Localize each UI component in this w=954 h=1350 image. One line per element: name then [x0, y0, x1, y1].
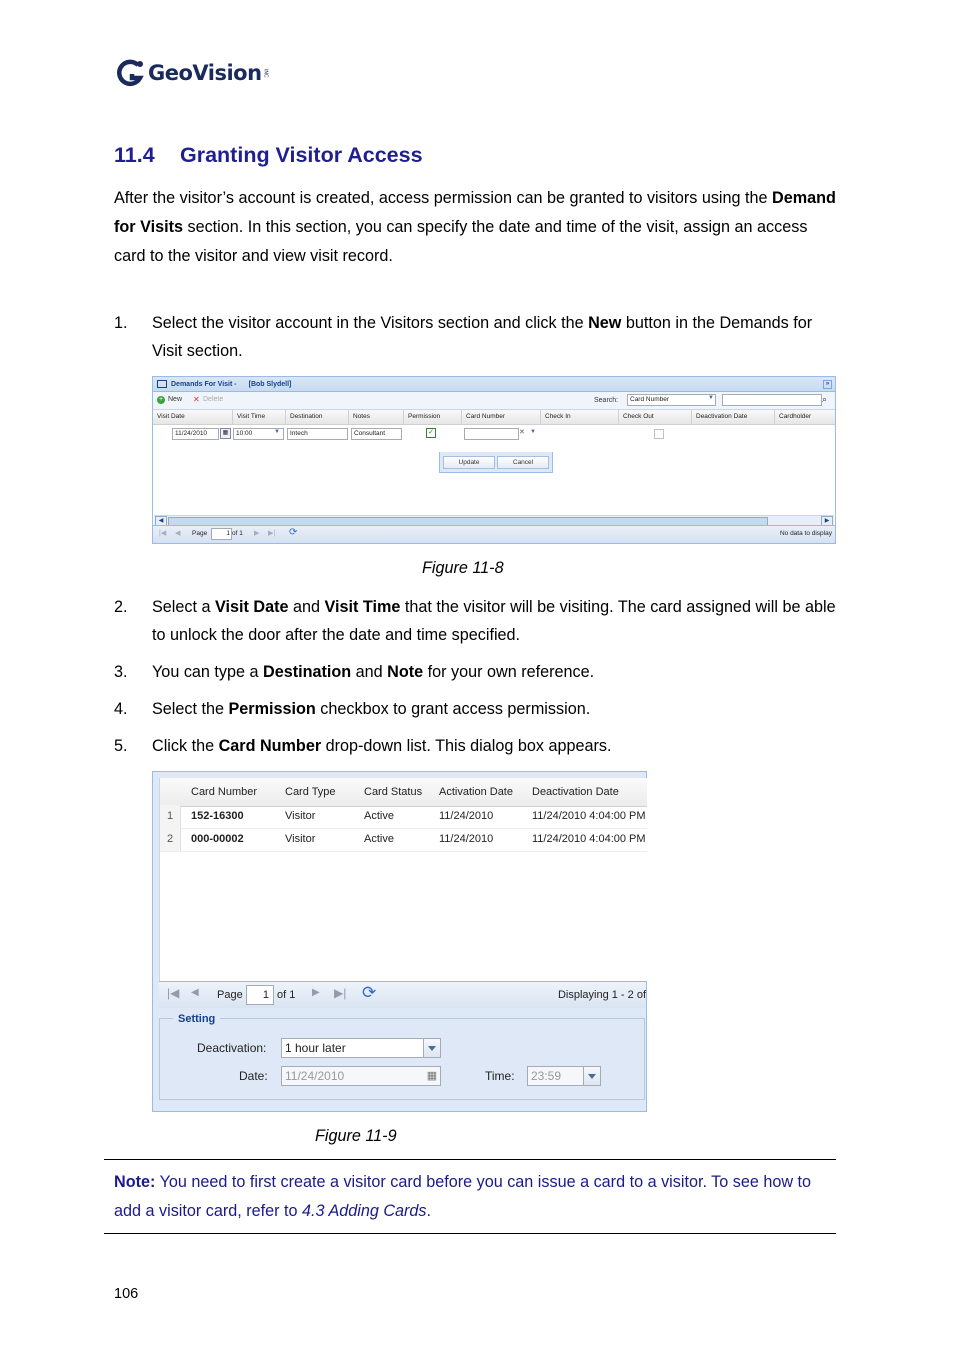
- step-number: 1.: [114, 314, 128, 332]
- logo-trademark: INC: [262, 68, 269, 78]
- delete-icon: ✕: [193, 395, 200, 404]
- chevron-down-icon[interactable]: [583, 1067, 600, 1085]
- card-status-cell: Active: [364, 810, 394, 822]
- panel-title: Demands For Visit -: [171, 380, 237, 388]
- page-number: 106: [114, 1286, 139, 1302]
- page-input[interactable]: 1: [211, 528, 232, 540]
- notes-input[interactable]: Consultant: [351, 428, 402, 440]
- grid-pager: [153, 525, 835, 543]
- time-value: 23:59: [531, 1069, 562, 1083]
- time-label: Time:: [485, 1069, 515, 1083]
- pager-status: Displaying 1 - 2 of: [557, 989, 646, 1001]
- chevron-down-icon[interactable]: [423, 1039, 440, 1057]
- column-header[interactable]: Destination: [286, 410, 349, 424]
- date-field[interactable]: [281, 1066, 441, 1086]
- column-header[interactable]: Deactivation Date: [692, 410, 775, 424]
- chevron-down-icon[interactable]: ▼: [708, 395, 714, 401]
- next-page-icon[interactable]: ▶: [254, 530, 260, 537]
- page-input[interactable]: 1: [246, 985, 274, 1005]
- chevron-down-icon[interactable]: ▼: [274, 429, 280, 435]
- card-number-select[interactable]: [464, 428, 519, 440]
- page-label: Page: [217, 989, 243, 1001]
- note-top-rule: [104, 1159, 836, 1160]
- collapse-icon[interactable]: »: [823, 380, 832, 389]
- column-header[interactable]: Permission: [404, 410, 462, 424]
- deactivation-cell: 11/24/2010 4:04:00 PM: [532, 810, 646, 822]
- intro-text-2: section. In this section, you can specify the date and time of the visit, assign an access card to the visitor and view visit record.: [114, 218, 808, 265]
- deactivation-cell: 11/24/2010 4:04:00 PM: [532, 833, 646, 845]
- search-label: Search:: [594, 397, 619, 404]
- step-number: 4.: [114, 700, 128, 718]
- row-number: 1: [160, 805, 181, 828]
- step-text: Click the: [152, 737, 219, 755]
- intro-bold: Demand for Visits: [114, 189, 836, 236]
- card-number-dialog: [152, 771, 647, 1112]
- panel-titlebar: [153, 377, 835, 392]
- step-bold: Visit Time: [324, 598, 401, 616]
- page-label: Page: [192, 530, 208, 537]
- table-row[interactable]: [160, 805, 647, 829]
- destination-input[interactable]: Intech: [287, 428, 348, 440]
- step-text: drop-down list. This dialog box appears.: [321, 737, 612, 755]
- clear-icon[interactable]: ✕: [519, 429, 525, 436]
- intro-text-1: After the visitor’s account is created, access permission can be granted to visitors using the: [114, 189, 773, 207]
- activation-cell: 11/24/2010: [439, 810, 494, 822]
- section-number: 11.4: [114, 143, 155, 167]
- search-field-select[interactable]: Card Number: [627, 394, 716, 406]
- permission-checkbox[interactable]: ✓: [426, 428, 436, 438]
- card-number-cell: 000-00002: [191, 833, 244, 845]
- step-bold: Permission: [228, 700, 316, 718]
- step-text: and: [351, 663, 388, 681]
- panel-toolbar: [153, 392, 835, 410]
- step-text: Select a: [152, 598, 215, 616]
- new-button[interactable]: New: [168, 396, 183, 403]
- step-text: for your own reference.: [423, 663, 595, 681]
- date-label: Date:: [239, 1069, 268, 1083]
- calendar-icon[interactable]: ▦: [426, 1070, 438, 1082]
- first-page-icon[interactable]: |◀: [159, 530, 167, 537]
- grid-header: [160, 778, 647, 807]
- row-editor-buttons: [439, 452, 553, 473]
- step-bold: Visit Date: [215, 598, 289, 616]
- step-4: [114, 695, 844, 723]
- step-bold: New: [588, 314, 622, 332]
- step-3: [114, 658, 844, 686]
- deactivation-label: Deactivation:: [197, 1041, 267, 1055]
- calendar-icon[interactable]: ▦: [220, 428, 231, 439]
- card-number-cell: 152-16300: [191, 810, 244, 822]
- add-icon: +: [158, 396, 164, 403]
- search-icon[interactable]: ⌕: [822, 394, 828, 404]
- scroll-left-icon[interactable]: ◀: [155, 516, 167, 527]
- note-text: You need to first create a visitor card before you can issue a card to a visitor. To see how to add a visitor card, refer to: [114, 1173, 812, 1220]
- geovision-logo: [116, 56, 269, 90]
- panel-subject: [Bob Slydell]: [248, 380, 292, 388]
- column-header[interactable]: Check In: [541, 410, 619, 424]
- activation-cell: 11/24/2010: [439, 833, 494, 845]
- step-number: 3.: [114, 663, 128, 681]
- row-number: 2: [160, 828, 181, 851]
- page-count: of 1: [232, 530, 243, 537]
- step-text: Select the visitor account in the Visitors section and click the: [152, 314, 589, 332]
- column-header[interactable]: Visit Time: [233, 410, 286, 424]
- column-header[interactable]: Check Out: [619, 410, 692, 424]
- step-number: 5.: [114, 737, 128, 755]
- column-header[interactable]: Visit Date: [153, 410, 233, 424]
- column-header[interactable]: Deactivation Date: [532, 786, 619, 798]
- step-bold: Card Number: [218, 737, 322, 755]
- step-bold: Note: [387, 663, 424, 681]
- intro-paragraph: [114, 184, 839, 271]
- section-heading: [114, 143, 423, 168]
- note-label: Note:: [114, 1173, 156, 1191]
- column-header[interactable]: Card Status: [364, 786, 423, 798]
- next-page-icon[interactable]: ▶: [312, 987, 320, 998]
- last-page-icon[interactable]: ▶|: [334, 986, 347, 1000]
- grid-header: [153, 410, 835, 425]
- card-type-cell: Visitor: [285, 810, 316, 822]
- step-text: checkbox to grant access permission.: [315, 700, 591, 718]
- last-page-icon[interactable]: ▶|: [268, 530, 276, 537]
- demands-for-visit-panel: [152, 376, 836, 544]
- step-text: and: [288, 598, 325, 616]
- column-header[interactable]: Notes: [349, 410, 404, 424]
- step-2: [114, 593, 844, 649]
- prev-page-icon[interactable]: ◀: [175, 530, 181, 537]
- refresh-icon[interactable]: ⟳: [289, 527, 298, 538]
- visit-date-input[interactable]: 11/24/2010: [172, 428, 219, 440]
- note-block: [114, 1168, 834, 1226]
- deactivation-select[interactable]: [281, 1038, 441, 1058]
- note-bottom-rule: [104, 1233, 836, 1234]
- step-number: 2.: [114, 598, 128, 616]
- scroll-right-icon[interactable]: ▶: [821, 516, 833, 527]
- note-end: .: [426, 1202, 432, 1220]
- figure-caption: Figure 11-9: [315, 1127, 397, 1145]
- step-5: [114, 732, 844, 760]
- card-type-cell: Visitor: [285, 833, 316, 845]
- geovision-logo-mark: [116, 58, 146, 88]
- column-header[interactable]: Card Type: [285, 786, 336, 798]
- step-text: You can type a: [152, 663, 264, 681]
- figure-caption: Figure 11-8: [422, 559, 504, 577]
- delete-button[interactable]: Delete: [203, 396, 224, 403]
- column-header[interactable]: Activation Date: [439, 786, 513, 798]
- card-grid: [159, 778, 647, 981]
- date-value: 11/24/2010: [285, 1069, 345, 1083]
- time-select[interactable]: [527, 1066, 601, 1086]
- edit-row: [153, 425, 835, 441]
- prev-page-icon[interactable]: ◀: [191, 987, 199, 998]
- step-text: that the visitor will be visiting. The card assigned will be able to unlock the door after the date and time specified.: [152, 598, 836, 644]
- step-1: [114, 309, 844, 365]
- panel-icon: [157, 380, 167, 388]
- table-row[interactable]: [160, 828, 647, 852]
- cancel-button[interactable]: Cancel: [497, 456, 549, 469]
- column-header[interactable]: Card Number: [191, 786, 258, 798]
- visit-time-select[interactable]: 10:00: [233, 428, 284, 440]
- update-button[interactable]: Update: [443, 456, 495, 469]
- check-out-checkbox[interactable]: [654, 429, 664, 439]
- page-count: of 1: [277, 989, 296, 1001]
- setting-fieldset: [159, 1018, 645, 1100]
- step-text: button in the Demands for Visit section.: [152, 314, 813, 360]
- card-status-cell: Active: [364, 833, 394, 845]
- search-input[interactable]: [722, 394, 822, 406]
- setting-legend: Setting: [173, 1013, 220, 1025]
- step-bold: Destination: [263, 663, 352, 681]
- chevron-down-icon[interactable]: ▼: [530, 429, 536, 435]
- pager-status: No data to display: [779, 530, 832, 537]
- logo-text: GeoVision: [148, 61, 262, 85]
- section-title: Granting Visitor Access: [180, 143, 423, 167]
- step-text: Select the: [152, 700, 229, 718]
- column-header[interactable]: Cardholder: [779, 413, 812, 420]
- grid-pager: [159, 981, 646, 1008]
- deactivation-value: 1 hour later: [285, 1041, 346, 1055]
- note-reference-link[interactable]: 4.3 Adding Cards: [302, 1202, 427, 1220]
- column-header[interactable]: Card Number: [462, 410, 541, 424]
- refresh-icon[interactable]: ⟳: [362, 983, 377, 1002]
- first-page-icon[interactable]: |◀: [167, 986, 180, 1000]
